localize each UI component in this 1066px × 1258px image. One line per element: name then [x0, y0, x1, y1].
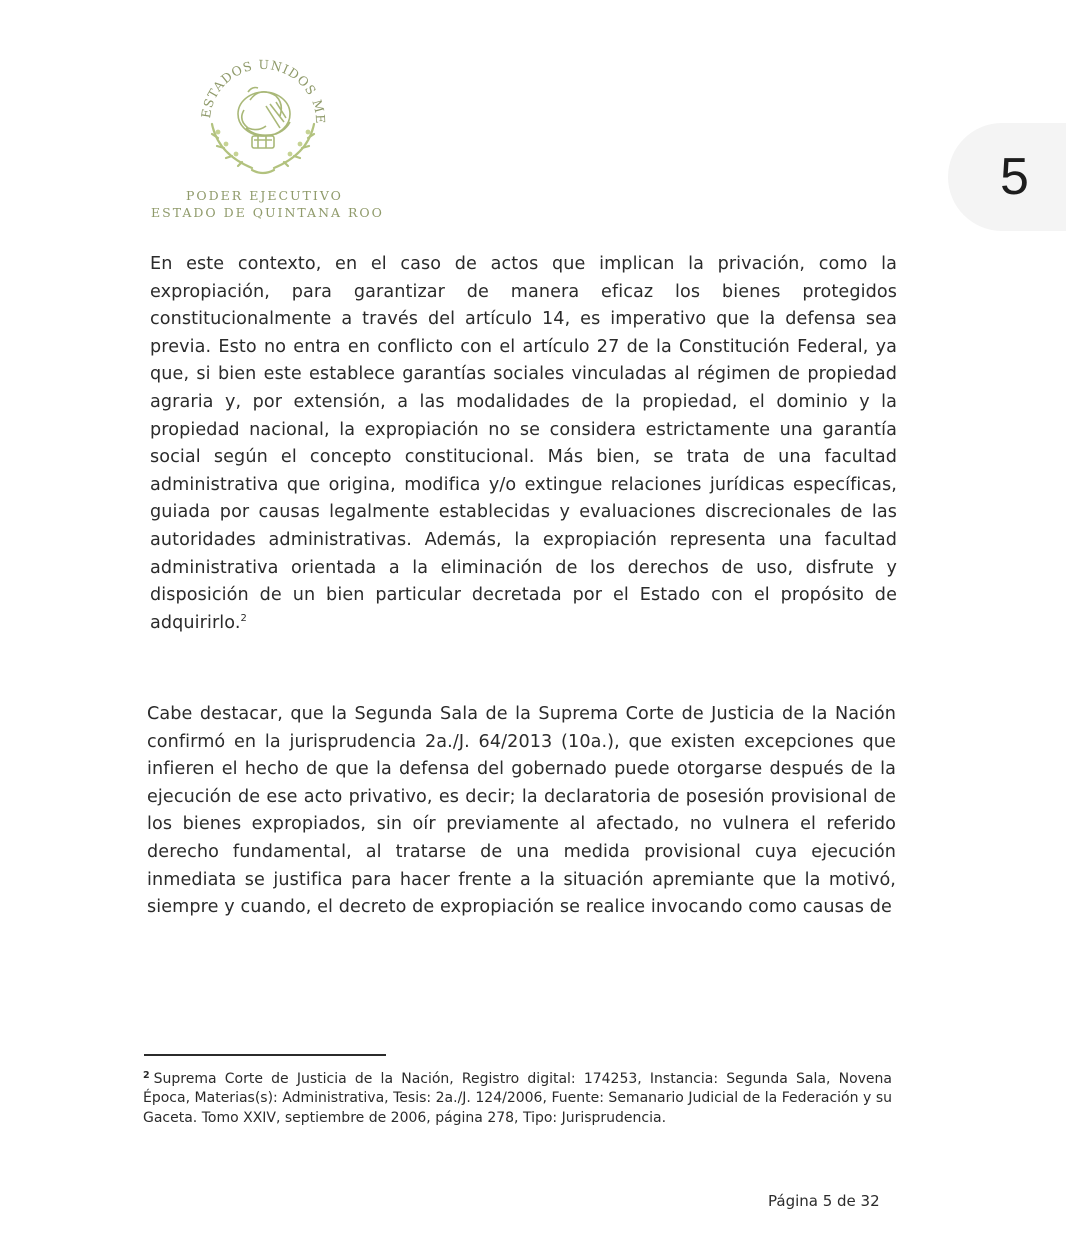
footnote-text: Suprema Corte de Justicia de la Nación, Registro digital: 174253, Instancia: Segunda Sala, Novena Época, Materias(s): Administrativa, Tesis: 2a./J. 124/2006, Fuente: Semanario Judicial de la Federación y su Gaceta. Tomo XXIV, septiembre de 2006, página 278, Tipo: Jurisprudencia.	[143, 1071, 892, 1126]
svg-text:ESTADOS UNIDOS MEXICANOS	[188, 44, 328, 125]
mexican-coat-of-arms-icon	[188, 44, 338, 184]
page-number-tab	[948, 123, 1066, 231]
coat-of-arms-seal	[188, 44, 338, 184]
state-name-label: ESTADO DE QUINTANA ROO	[151, 205, 384, 220]
body-paragraph-2: Cabe destacar, que la Segunda Sala de la Suprema Corte de Justicia de la Nación confirmó en la jurisprudencia 2a./J. 64/2013 (10a.), que existen excepciones que infieren el hecho de que la defensa del gobernado puede otorgarse después de la ejecución de ese acto privativo, es decir; la declaratoria de posesión provisional de los bienes expropiados, sin oír previamente al afectado, no vulnera el referido derecho fundamental, al tratarse de una medida provisional cuya ejecución inmediata se justifica para hacer frente a la situación apremiante que la motivó, siempre y cuando, el decreto de expropiación se realice invocando como causas de	[147, 704, 896, 918]
paragraph-1-text: En este contexto, en el caso de actos que implican la privación, como la expropiación, para garantizar de manera eficaz los bienes protegidos constitucionalmente a través del artículo 14, es imperativo que la defensa sea previa. Esto no entra en conflicto con el artículo 27 de la Constitución Federal, ya que, si bien este establece garantías sociales vinculadas al régimen de propiedad agraria y, por extensión, a las modalidades de la propiedad, el dominio y la propiedad nacional, la expropiación no se considera estrictamente una garantía social según el concepto constitucional. Más bien, se trata de una facultad administrativa que origina, modifica y/o extingue relaciones jurídicas específicas, guiada por causas legalmente establecidas y evaluaciones discrecionales de las autoridades administrativas. Además, la expropiación representa una facultad administrativa orientada a la eliminación de los derechos de uso, disfrute y disposición de un bien particular decretada por el Estado con el propósito de adquirirlo.	[150, 254, 897, 633]
body-paragraph-1	[150, 251, 897, 637]
government-branch-label: PODER EJECUTIVO	[186, 188, 343, 203]
footnote-divider	[144, 1054, 386, 1056]
footnote	[143, 1070, 892, 1128]
seal-text: ESTADOS UNIDOS ME	[198, 56, 329, 125]
footnote-reference[interactable]: 2	[240, 612, 248, 624]
page-number: 5	[1000, 148, 1029, 206]
footnote-number: 2	[143, 1070, 150, 1081]
page-footer-label: Página 5 de 32	[768, 1192, 880, 1210]
